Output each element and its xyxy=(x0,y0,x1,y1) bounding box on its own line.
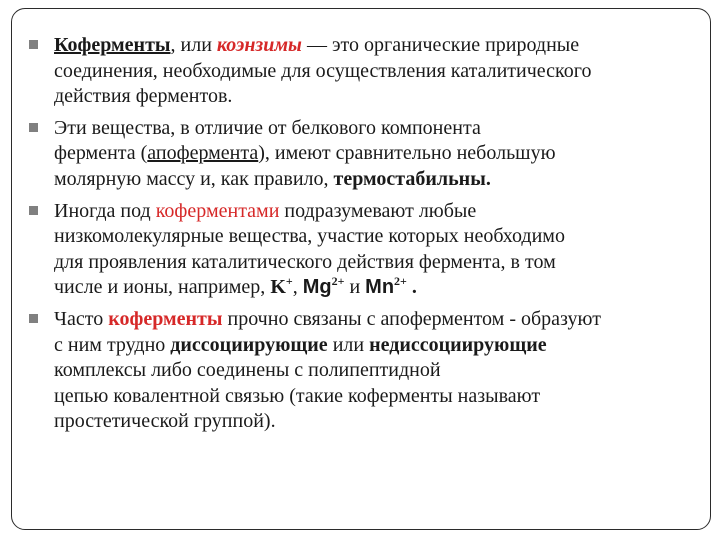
term-koferments-red-bold: коферменты xyxy=(108,307,223,330)
square-bullet-icon xyxy=(29,40,38,49)
text-line xyxy=(54,307,719,333)
text-line xyxy=(54,199,719,225)
text-line xyxy=(54,275,719,301)
ion-mg-charge: 2+ xyxy=(331,274,345,289)
ion-k-charge: + xyxy=(285,274,293,289)
term-koenzymes: коэнзимы xyxy=(216,34,302,56)
text-fragment: , или xyxy=(170,34,217,56)
text-fragment: ), имеют сравнительно небольшую xyxy=(258,142,556,165)
text-fragment: подразумевают любые xyxy=(279,199,477,222)
term-dissociating: диссоциирующие xyxy=(170,333,328,356)
term-nondissociating: недиссоциирующие xyxy=(369,333,547,356)
text-line xyxy=(54,167,719,193)
ion-k: K xyxy=(270,276,286,299)
text-line: низкомолекулярные вещества, участие которых необходимо xyxy=(54,225,565,248)
ion-mg: Mg xyxy=(302,276,332,299)
text-line xyxy=(54,141,719,167)
square-bullet-icon xyxy=(29,123,38,132)
text-line xyxy=(54,33,719,59)
text-fragment: . xyxy=(406,276,417,299)
text-fragment: или xyxy=(327,333,370,356)
text-line: соединения, необходимые для осуществления каталитического xyxy=(54,59,592,82)
text-line: простетической группой). xyxy=(54,410,276,433)
list-item xyxy=(29,116,719,193)
text-line: Эти вещества, в отличие от белкового компонента xyxy=(54,116,481,139)
term-koferments-red: коферментами xyxy=(155,199,280,222)
term-thermostable: термостабильны. xyxy=(333,167,491,190)
term-koferments: Коферменты xyxy=(54,34,171,56)
square-bullet-icon xyxy=(29,206,38,215)
text-line: для проявления каталитического действия фермента, в том xyxy=(54,250,556,273)
ion-mn-charge: 2+ xyxy=(394,274,407,289)
text-fragment: Часто xyxy=(54,307,109,330)
text-fragment: молярную массу и, как правило, xyxy=(54,167,334,190)
list-item xyxy=(29,33,719,110)
text-line: действия ферментов. xyxy=(54,85,233,108)
text-fragment: прочно связаны с апоферментом - образуют xyxy=(222,307,601,330)
text-fragment: фермента ( xyxy=(54,142,148,165)
list-item xyxy=(29,199,719,301)
text-fragment: числе и ионы, например, xyxy=(54,276,271,299)
text-fragment: и xyxy=(344,276,366,299)
text-fragment: , xyxy=(292,276,303,299)
text-line xyxy=(54,333,719,359)
text-line: цепью ковалентной связью (такие коферменты называют xyxy=(54,384,541,407)
text-line: комплексы либо соединены с полипептидной xyxy=(54,359,441,382)
ion-mn: Mn xyxy=(365,276,395,299)
text-fragment: с ним трудно xyxy=(54,333,171,356)
square-bullet-icon xyxy=(29,314,38,323)
list-item xyxy=(29,307,719,435)
text-fragment: — это органические природные xyxy=(301,34,580,56)
text-fragment: Иногда под xyxy=(54,199,156,222)
bullet-list xyxy=(29,33,719,441)
term-apoferment: апофермента xyxy=(147,142,259,165)
